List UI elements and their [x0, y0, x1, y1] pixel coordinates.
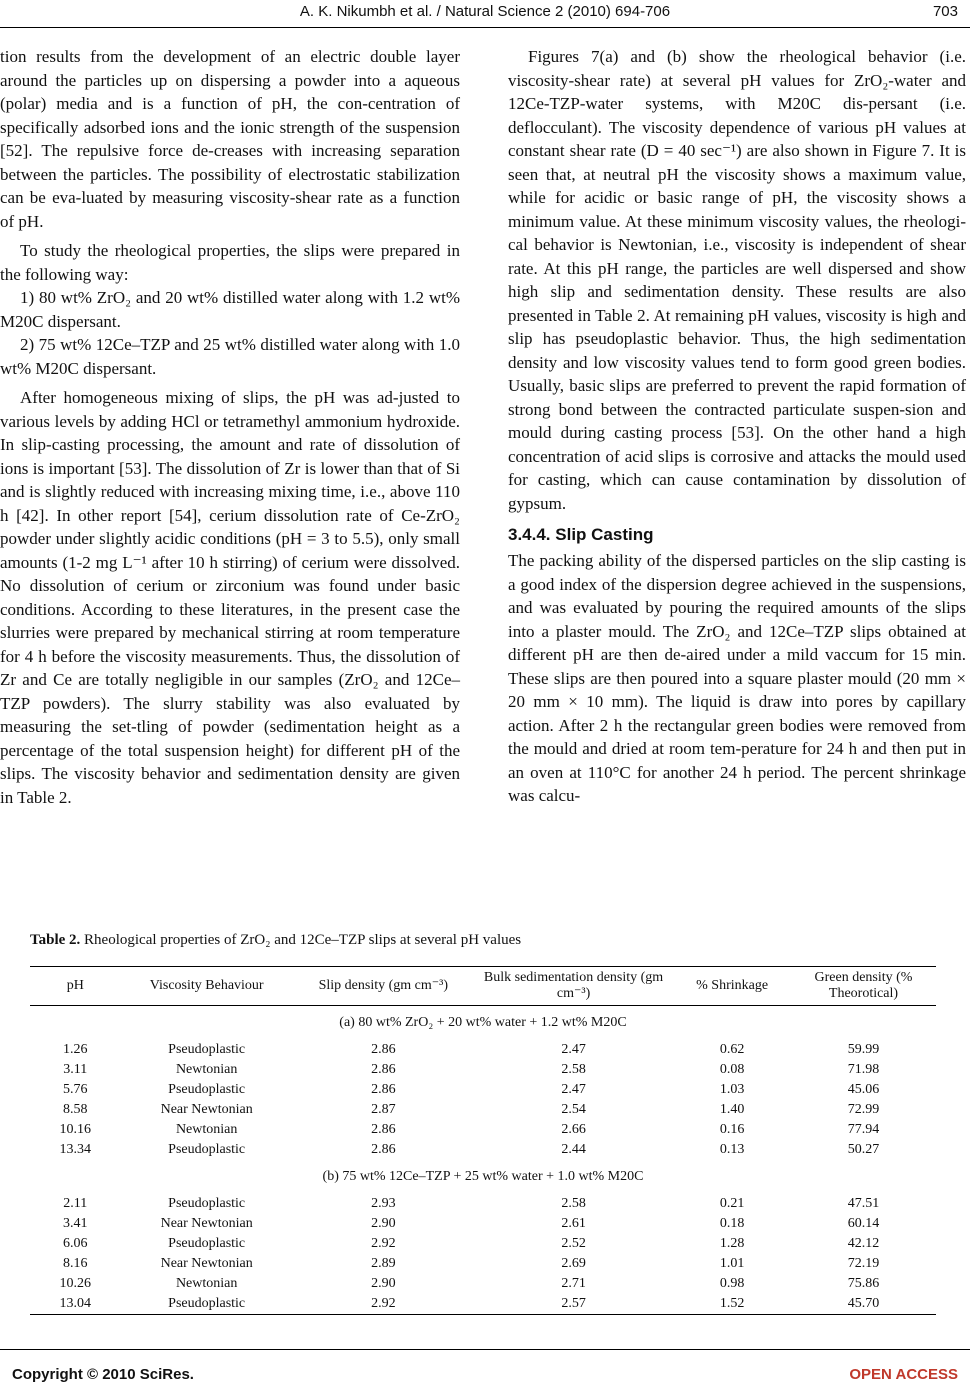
table-cell: 1.40: [719, 1102, 745, 1117]
table-cell: 1.52: [673, 1294, 791, 1315]
table-row: [30, 1120, 936, 1140]
table-cell: 1.28: [719, 1236, 745, 1251]
table-cell: 10.16: [59, 1122, 92, 1137]
table-cell: 2.66: [561, 1122, 586, 1137]
table-cell: 2.61: [561, 1216, 586, 1231]
table-row: [30, 1060, 936, 1080]
table-cell: Pseudoplastic: [168, 1142, 246, 1157]
table-cell: 2.11: [63, 1196, 88, 1211]
table-cell: Pseudoplastic: [168, 1236, 246, 1251]
table-cell: 50.27: [847, 1142, 880, 1157]
left-paragraph-4: 2) 75 wt% 12Ce–TZP and 25 wt% distilled water along with 1.0 wt% M20C dispersant.: [0, 335, 460, 378]
running-title: A. K. Nikumbh et al. / Natural Science 2 (2010) 694-706: [299, 3, 671, 20]
table-cell: 0.62: [719, 1042, 745, 1057]
table-cell: 10.26: [59, 1276, 92, 1291]
table-cell: 2.47: [561, 1042, 586, 1057]
table-cell: 2.58: [561, 1196, 586, 1211]
table-body: [30, 1006, 936, 1315]
header-cell: % Shrinkage: [696, 978, 769, 993]
header-cell: Viscosity Behaviour: [149, 978, 264, 993]
table-cell: 2.47: [561, 1082, 586, 1097]
header-cell: Green density (% Theorotical): [814, 970, 913, 1001]
table-cell: Near Newtonian: [160, 1102, 253, 1117]
table-caption-text: Rheological properties of ZrO₂ and 12Ce–TZP slips at several pH values: [84, 932, 522, 948]
table-group-row: [30, 1160, 936, 1194]
table-cell: Newtonian: [175, 1062, 238, 1077]
left-paragraph-2: To study the rheological properties, the slips were prepared in the following way:: [0, 241, 460, 284]
table-group-row: [30, 1006, 936, 1041]
open-access-label: OPEN ACCESS: [849, 1366, 958, 1383]
table-cell: 1.26: [63, 1042, 88, 1057]
table-cell: 1.03: [719, 1082, 745, 1097]
table-cell: 71.98: [847, 1062, 880, 1077]
table-row: [30, 1294, 936, 1315]
table-cell: 2.89: [371, 1256, 396, 1271]
table-cell: 0.21: [719, 1196, 745, 1211]
table-cell: 2.90: [371, 1216, 396, 1231]
table-row: [30, 1234, 936, 1254]
table-cell: 72.19: [847, 1256, 880, 1271]
table-cell: 2.86: [371, 1062, 396, 1077]
table-cell: Pseudoplastic: [168, 1082, 246, 1097]
table-cell: 2.93: [371, 1196, 396, 1211]
table-cell: Pseudoplastic: [121, 1294, 293, 1315]
page-header: [0, 3, 970, 27]
table-cell: 2.92: [371, 1236, 396, 1251]
table-cell: 3.41: [63, 1216, 88, 1231]
footer-rule: [0, 1349, 970, 1350]
header-rule: [0, 27, 970, 28]
table-cell: 0.16: [719, 1122, 745, 1137]
table-cell: 6.06: [63, 1236, 88, 1251]
table-cell: 75.86: [847, 1276, 880, 1291]
left-paragraph-1: tion results from the development of an electric double layer around the particles up on dispersing a powder into a aqueous (polar) media and is a function of pH, the con-centration of specifically adsorbed ions and the ionic strength of the suspension [52]. The repulsive force de-creases with increasing separation between the particles. The possibility of electrostatic stabilization can be eva-luated by measuring viscosity-shear rate as a function of pH.: [0, 47, 460, 231]
table-cell: 2.71: [561, 1276, 586, 1291]
table-cell: Pseudoplastic: [168, 1196, 246, 1211]
table-cell: 13.04: [30, 1294, 121, 1315]
table-cell: 2.92: [293, 1294, 474, 1315]
table-cell: 2.54: [561, 1102, 586, 1117]
table-cell: 13.34: [59, 1142, 92, 1157]
section-heading: 3.4.4. Slip Casting: [508, 525, 654, 544]
table-cell: 2.86: [371, 1122, 396, 1137]
table-row: [30, 1080, 936, 1100]
header-cell: Slip density (gm cm⁻³): [318, 978, 449, 993]
table-cell: Near Newtonian: [160, 1216, 253, 1231]
table-cell: 0.08: [719, 1062, 745, 1077]
table-cell: Near Newtonian: [160, 1256, 253, 1271]
table-cell: 0.18: [719, 1216, 745, 1231]
table-cell: 2.86: [371, 1042, 396, 1057]
table-cell: 45.70: [791, 1294, 936, 1315]
table-row: [30, 1040, 936, 1060]
table-cell: 77.94: [847, 1122, 880, 1137]
table-row: [30, 1214, 936, 1234]
table-row: [30, 1254, 936, 1274]
page-number: 703: [932, 3, 958, 20]
copyright-text: Copyright © 2010 SciRes.: [12, 1366, 194, 1383]
table-cell: 59.99: [847, 1042, 880, 1057]
left-column: [0, 45, 460, 809]
table-cell: Pseudoplastic: [168, 1042, 246, 1057]
header-cell: pH: [66, 978, 84, 993]
table-row: [30, 1140, 936, 1160]
table-cell: 0.13: [719, 1142, 745, 1157]
table-header-row: [30, 967, 936, 1006]
table-cell: 2.90: [371, 1276, 396, 1291]
table-cell: 45.06: [847, 1082, 880, 1097]
table-group-label: (b) 75 wt% 12Ce–TZP + 25 wt% water + 1.0 wt% M20C: [322, 1169, 644, 1184]
left-paragraph-5: After homogeneous mixing of slips, the pH was ad-justed to various levels by adding HCl or tetramethyl ammonium hydroxide. In slip-casting processing, the amount and rate of dissolution of ions is important [53]. The dissolution of Zr is lower than that of Si and is slightly reduced with increasing mixing time, i.e., above 110 h [42]. In other report [54], cerium dissolution rate of Ce-ZrO₂ powder under slightly acidic conditions (pH = 3 to 5.5), only small amounts (1-2 mg L⁻¹ after 10 h stirring) of cerium were dissolved. No dissolution of cerium or zirconium was found under basic conditions. According to these literatures, in the present case the slurries were prepared by mechanical stirring at room temperature for 4 h before the viscosity measurements. Thus, the dissolution of Zr and Ce are totally negligible in our samples (ZrO₂ and 12Ce–TZP powders). The slurry stability was also evaluated by measuring the set-tling of powder (sedimentation height as a percentage of the total suspension height) for different pH of the slips. The viscosity behavior and sedimentation density are given in Table 2.: [0, 388, 460, 807]
table-cell: 2.57: [474, 1294, 673, 1315]
table-cell: 8.16: [63, 1256, 88, 1271]
table-cell: 3.11: [63, 1062, 88, 1077]
right-column: [508, 45, 966, 808]
left-paragraph-3: 1) 80 wt% ZrO₂ and 20 wt% distilled water along with 1.2 wt% M20C dispersant.: [0, 288, 460, 331]
table-cell: 0.98: [719, 1276, 745, 1291]
rheology-table: [30, 966, 936, 1315]
table-cell: Newtonian: [175, 1122, 238, 1137]
table-cell: Newtonian: [175, 1276, 238, 1291]
table-row: [30, 1100, 936, 1120]
table-cell: 72.99: [847, 1102, 880, 1117]
table-cell: 8.58: [63, 1102, 88, 1117]
table-group-label: (a) 80 wt% ZrO₂ + 20 wt% water + 1.2 wt% M20C: [339, 1015, 627, 1030]
table-cell: 5.76: [63, 1082, 88, 1097]
table-row: [30, 1194, 936, 1214]
header-cell: Bulk sedimentation density (gm cm⁻³): [483, 970, 664, 1001]
table-caption: [30, 932, 521, 949]
table-cell: 60.14: [847, 1216, 880, 1231]
table-cell: 2.52: [561, 1236, 586, 1251]
table-cell: 1.01: [719, 1256, 745, 1271]
right-paragraph-1: Figures 7(a) and (b) show the rheological behavior (i.e. viscosity-shear rate) at several pH values for ZrO₂-water and 12Ce-TZP-water systems, with M20C dis-persant (i.e. deflocculant). The viscosity dependence of various pH values at constant shear rate (D = 40 sec⁻¹) are also shown in Figure 7. It is seen that, at neutral pH the viscosity shows a maximum value, while for acidic or basic range of pH, the viscosity shows a minimum value. At these minimum viscosity values, the rheologi-cal behavior is Newtonian, i.e., viscosity is independent of shear rate. At this pH range, the particles are well dispersed and show high slip and sedimentation density. These results are also presented in Table 2. At remaining pH values, viscosity is high and slip has pseudoplastic behavior. Thus, the high sedimentation density and low viscosity values tend to form good green bodies. Usually, basic slips are preferred to prevent the rapid formation of strong bond between the contracted particulate suspen-sion and mould during casting process [53]. On the other hand a high concentration of acid slips is corrosive and attacks the mould used for casting, which can cause contamination by dissolution of gypsum.: [508, 47, 966, 513]
table-cell: 2.86: [371, 1082, 396, 1097]
table-cell: 2.69: [561, 1256, 586, 1271]
table-cell: 2.87: [371, 1102, 396, 1117]
table-row: [30, 1274, 936, 1294]
right-paragraph-2: The packing ability of the dispersed particles on the slip casting is a good index of the dispersion degree achieved in the suspensions, and was evaluated by pouring the required amounts of the slips into a plaster mould. The ZrO₂ and 12Ce–TZP slips obtained at different pH are then de-aired under a mild vaccum for 15 min. These slips are then poured into a square plaster mould (20 mm × 20 mm × 10 mm). The liquid is draw into pores by capillary action. After 2 h the rectangular green bodies were removed from the mould and dried at room tem-perature for 24 h and then put in an oven at 110°C for another 24 h period. The percent shrinkage was calcu-: [508, 551, 966, 805]
table-cell: 2.44: [561, 1142, 586, 1157]
table-cell: 2.58: [561, 1062, 586, 1077]
table-cell: 42.12: [847, 1236, 880, 1251]
table-cell: 2.86: [371, 1142, 396, 1157]
table-cell: 47.51: [847, 1196, 880, 1211]
table-caption-label: Table 2.: [30, 932, 81, 948]
